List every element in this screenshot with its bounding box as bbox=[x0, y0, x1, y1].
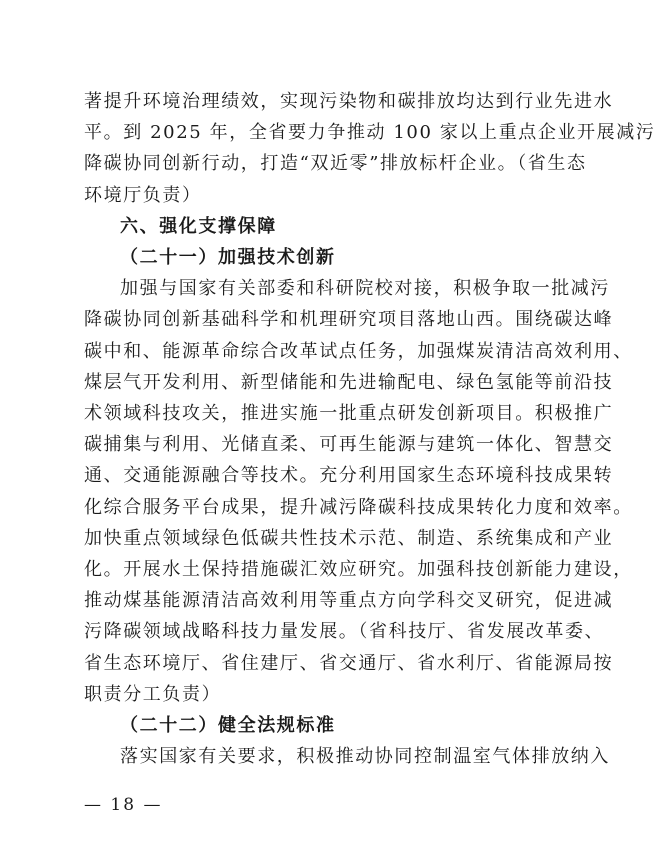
body-line: 落实国家有关要求，积极推动协同控制温室气体排放纳入 bbox=[120, 746, 610, 768]
section-heading: 六、强化支撑保障 bbox=[120, 215, 277, 237]
body-line: 环境厅负责） bbox=[84, 184, 202, 206]
body-line: 碳捕集与利用、光储直柔、可再生能源与建筑一体化、智慧交 bbox=[84, 434, 614, 456]
body-line: 著提升环境治理绩效，实现污染物和碳排放均达到行业先进水 bbox=[84, 91, 614, 112]
body-line: 加快重点领域绿色低碳共性技术示范、制造、系统集成和产业 bbox=[84, 527, 614, 549]
body-line: 碳中和、能源革命综合改革试点任务，加强煤炭清洁高效利用、 bbox=[84, 340, 633, 362]
body-line: 化。开展水土保持措施碳汇效应研究。加强科技创新能力建设， bbox=[84, 559, 633, 580]
body-line: 通、交通能源融合等技术。充分利用国家生态环境科技成果转 bbox=[84, 465, 614, 487]
body-line: 平。到 2025 年，全省要力争推动 100 家以上重点企业开展减污 bbox=[84, 122, 655, 144]
body-line: 降碳协同创新基础科学和机理研究项目落地山西。围绕碳达峰 bbox=[84, 309, 614, 331]
body-line: 省生态环境厅、省住建厅、省交通厅、省水利厅、省能源局按 bbox=[84, 652, 614, 674]
body-line: 加强与国家有关部委和科研院校对接，积极争取一批减污 bbox=[120, 278, 610, 300]
body-line: 污降碳领域战略科技力量发展。（省科技厅、省发展改革委、 bbox=[84, 621, 605, 643]
subsection-heading: （二十二）健全法规标准 bbox=[120, 715, 336, 736]
body-line: 降碳协同创新行动，打造“双近零”排放标杆企业。（省生态 bbox=[84, 153, 587, 175]
body-line: 术领域科技攻关，推进实施一批重点研发创新项目。积极推广 bbox=[84, 403, 614, 424]
subsection-heading: （二十一）加强技术创新 bbox=[120, 247, 336, 268]
page-number: — 18 — bbox=[84, 795, 163, 815]
body-line: 煤层气开发利用、新型储能和先进输配电、绿色氢能等前沿技 bbox=[84, 371, 614, 393]
body-line: 推动煤基能源清洁高效利用等重点方向学科交叉研究，促进减 bbox=[84, 590, 614, 612]
body-line: 化综合服务平台成果，提升减污降碳科技成果转化力度和效率。 bbox=[84, 496, 633, 518]
body-line: 职责分工负责） bbox=[84, 683, 222, 705]
